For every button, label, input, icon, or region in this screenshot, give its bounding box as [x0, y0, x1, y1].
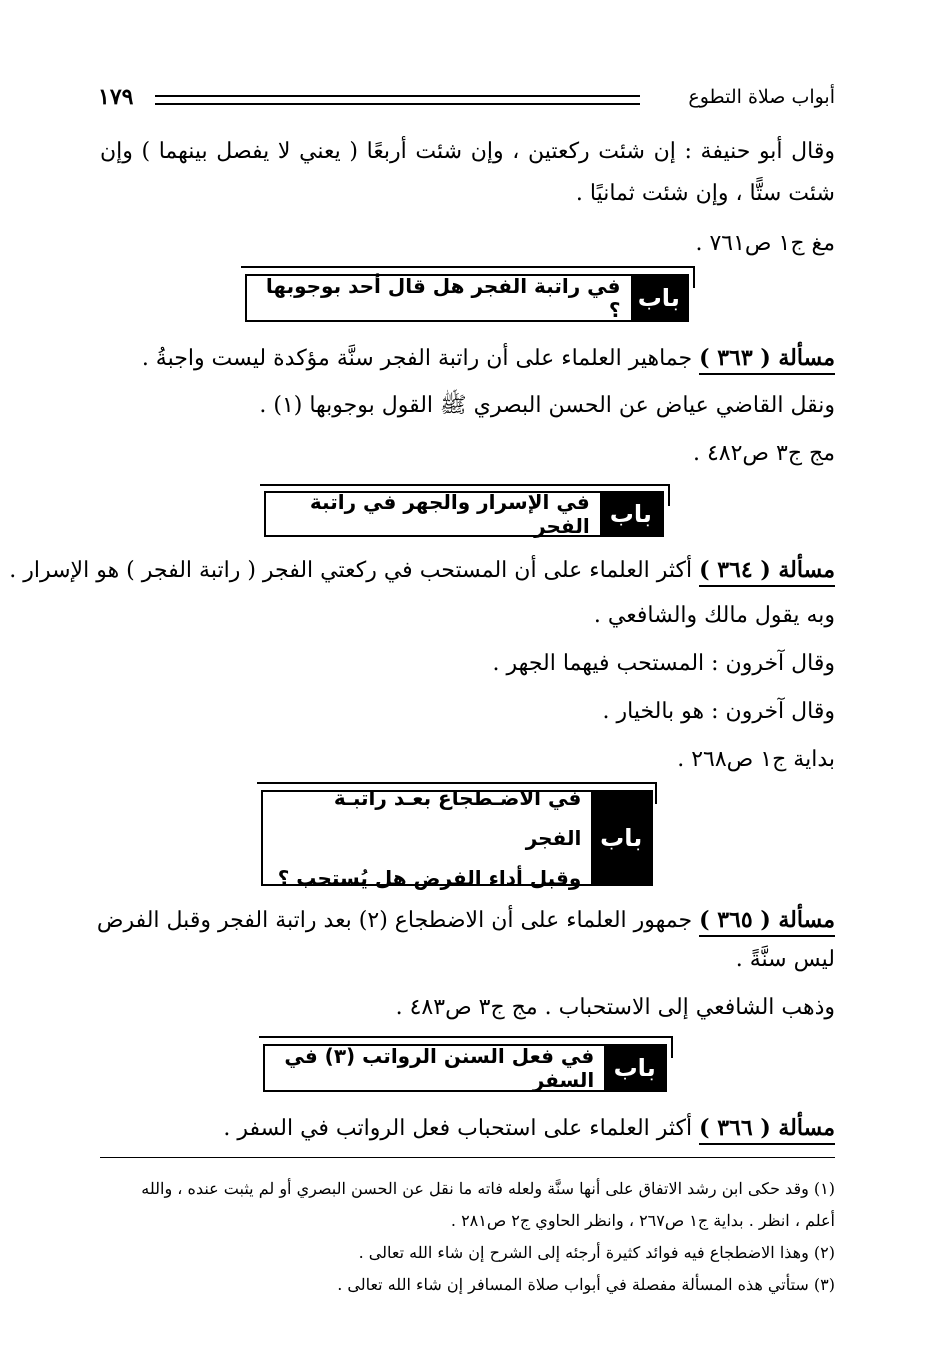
masala-text: أكثر العلماء على استحباب فعل الرواتب في السفر .	[223, 1116, 693, 1141]
bab-label: باب	[631, 276, 688, 320]
section-3-heading	[261, 786, 653, 890]
masala-text: أكثر العلماء على أن المستحب في ركعتي الفجر ( راتبة الفجر ) هو الإسرار .	[9, 558, 693, 583]
masala-label: مسألة ( ٣٦٦ )	[699, 1115, 835, 1145]
section-title: في فعل السنن الرواتب (٣) في السفر	[284, 1044, 595, 1092]
bab-label: باب	[604, 1046, 665, 1090]
section-1-heading	[245, 274, 689, 322]
intro-reference: مغ ج١ ص٧٦١ .	[695, 231, 835, 256]
reference-line: مج ج٣ ص٤٨٢ .	[692, 441, 835, 466]
masala-label: مسألة ( ٣٦٤ )	[699, 557, 835, 587]
masala-364	[9, 556, 835, 585]
section-4-heading	[263, 1044, 667, 1092]
footnote-2: (٢) وهذا الاضطجاع فيه فوائد كثيرة أرجئه إلى الشرح إن شاء الله تعالى .	[358, 1243, 835, 1262]
section-title: في الإسرار والجهر في راتبة الفجر	[309, 490, 590, 538]
masala-366	[223, 1114, 835, 1143]
footnote-separator	[100, 1157, 835, 1158]
masala-label: مسألة ( ٣٦٥ )	[699, 907, 835, 937]
intro-line-1: وقال أبو حنيفة : إن شئت ركعتين ، وإن شئت أربعًا ( يعني لا يفصل بينهما ) وإن	[100, 139, 835, 164]
header-double-rule	[155, 95, 640, 105]
text-line: ونقل القاضي عياض عن الحسن البصري ﷺ القول بوجوبها (١) .	[259, 393, 835, 418]
section-title-line-1: في الاضـطجاع بعـد راتبـة الفجر	[333, 786, 582, 850]
section-2-heading	[264, 491, 664, 537]
masala-text: جمهور العلماء على أن الاضطجاع (٢) بعد راتبة الفجر وقبل الفرض	[96, 908, 693, 933]
section-title: في راتبة الفجر هل قال أحد بوجوبها ؟	[265, 274, 621, 322]
bab-label: باب	[591, 792, 651, 884]
section-title-line-2: وقبل أداء الفرض هل يُستحب ؟	[277, 866, 582, 890]
masala-363	[142, 344, 835, 373]
bab-label: باب	[600, 493, 662, 535]
masala-text: جماهير العلماء على أن راتبة الفجر سنَّة مؤكدة ليست واجبةُ .	[141, 346, 693, 371]
text-line: وقال آخرون : هو بالخيار .	[602, 699, 835, 724]
masala-365	[96, 906, 835, 935]
footnote-3: (٣) ستأتي هذه المسألة مفصلة في أبواب صلاة المسافر إن شاء الله تعالى .	[337, 1275, 835, 1294]
intro-line-2: شئت ستًّا ، وإن شئت ثمانيًا .	[575, 181, 835, 206]
text-line: ليس سنَّةً .	[735, 947, 835, 972]
running-header-title: أبواب صلاة التطوع	[688, 86, 835, 108]
text-line: وقال آخرون : المستحب فيهما الجهر .	[492, 651, 835, 676]
text-line: وذهب الشافعي إلى الاستحباب . مج ج٣ ص٤٨٣ .	[395, 995, 835, 1020]
footnote-1-continued: أعلم ، انظر . بداية ج١ ص٢٦٧ ، وانظر الحاوي ج٢ ص٢٨١ .	[450, 1211, 835, 1230]
text-line: وبه يقول مالك والشافعي .	[593, 603, 835, 628]
page-number: ١٧٩	[98, 84, 134, 110]
footnote-1: (١) وقد حكى ابن رشد الاتفاق على أنها سنَّة ولعله فاته ما نقل عن الحسن البصري أو لم يثبت عنده ، والله	[141, 1179, 835, 1198]
masala-label: مسألة ( ٣٦٣ )	[699, 345, 835, 375]
section-title	[263, 786, 591, 890]
reference-line: بداية ج١ ص٢٦٨ .	[677, 747, 835, 772]
